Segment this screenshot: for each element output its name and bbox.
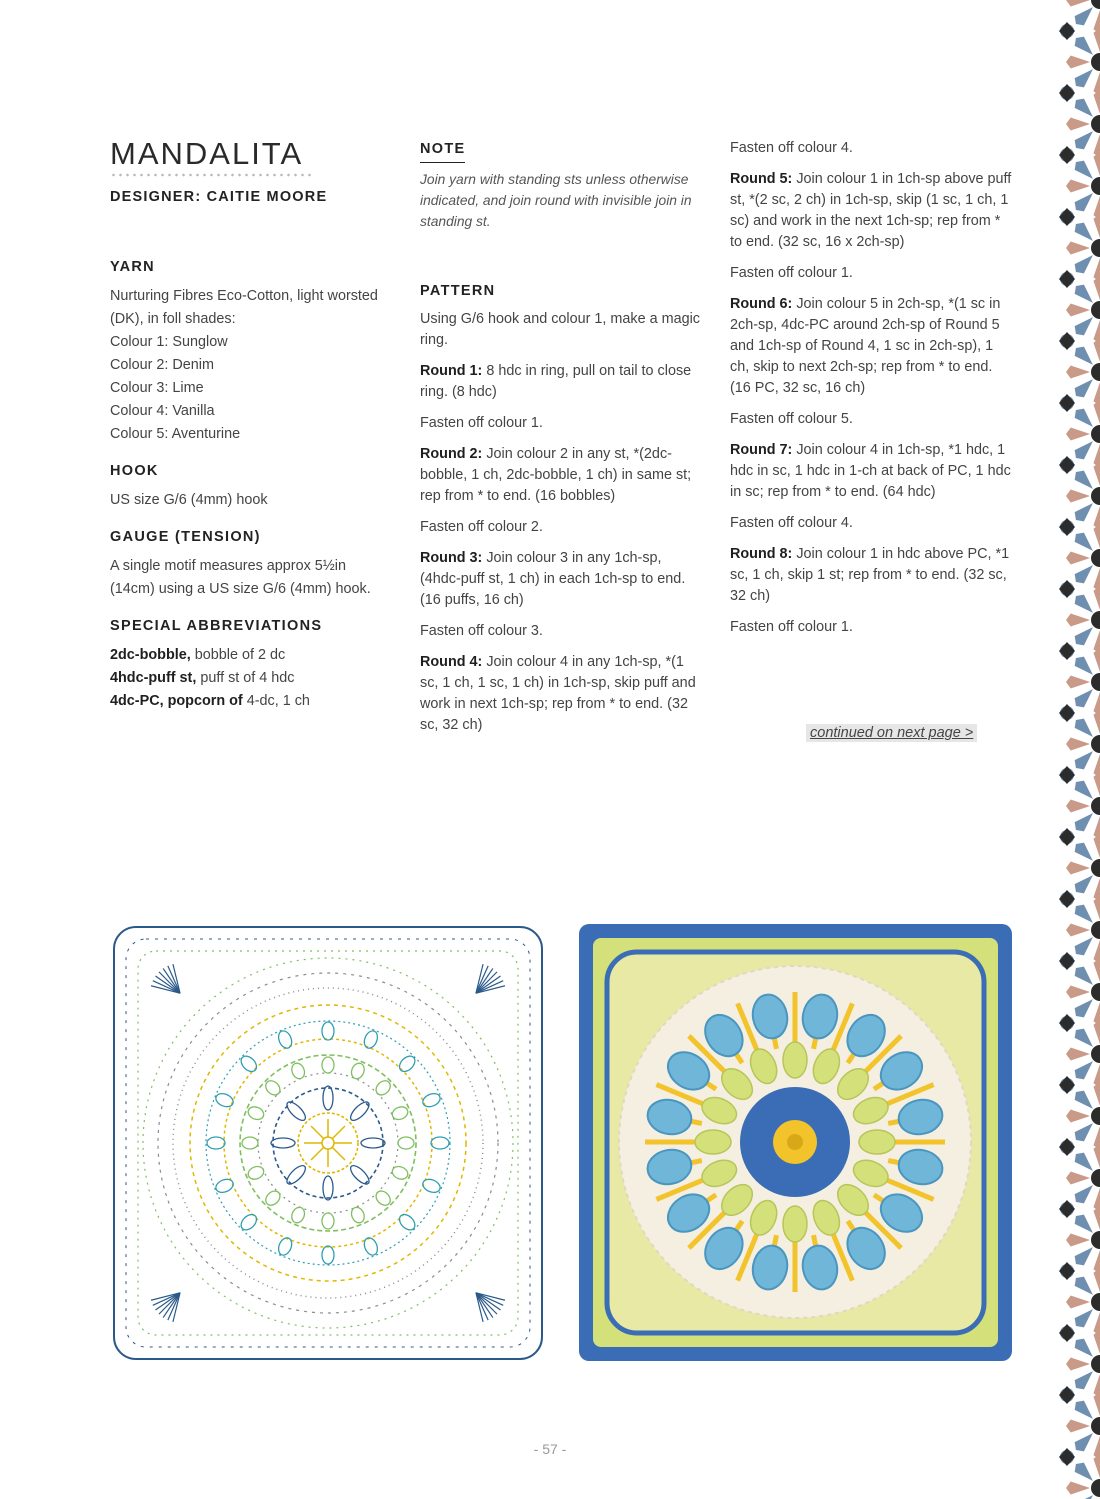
abbreviations-heading: SPECIAL ABBREVIATIONS [110,618,323,634]
tile-center [1091,239,1100,257]
tile-petal [1075,1309,1093,1327]
chart-center-stitch [332,1126,345,1139]
tile-petal [1093,958,1100,982]
chart-stitch-symbol [290,1205,307,1224]
tile-petal [1093,338,1100,362]
chart-stitch-symbol [322,1057,334,1073]
round-text: Join colour 4 in 1ch-sp, *1 hdc, 1 hdc in sc, 1 hdc in 1-ch at back of PC, 1 hdc in sc; rep from * to end. (64 hdc) [730,442,1011,500]
yarn-colour: Colour 5: Aventurine [110,426,241,442]
tile-petal [1075,1091,1093,1109]
chart-round-ring [258,1073,398,1213]
round-text: Fasten off colour 5. [730,411,853,427]
chart-stitch-symbol [214,1177,235,1195]
tile-petal [1075,627,1093,645]
tile-petal [1066,1233,1090,1246]
round-text: Join colour 3 in any 1ch-sp, (4hdc-puff st, 1 ch) in each 1ch-sp to end. (16 puffs, 16 ch) [420,550,686,608]
yarn-colour-list [110,331,390,446]
pattern-column-1 [420,138,705,746]
pattern-instruction [730,617,1015,638]
abbreviation-term: 2dc-bobble, [110,647,191,663]
chart-round-ring [240,1055,416,1231]
title-dotted-rule [110,173,315,177]
abbreviation-item [110,667,390,690]
round-text: Join colour 1 in 1ch-sp above puff st, *(2 sc, 2 ch) in 1ch-sp, skip (1 sc, 1 ch, 1 sc) and work in the next 1ch-sp; rep from * to end. (32 sc, 16 x 2ch-sp) [730,171,1012,250]
tile-star [1059,642,1075,660]
hook-text: US size G/6 (4mm) hook [110,492,268,508]
chart-stitch-symbol [322,1246,334,1264]
tile-center [1091,735,1100,753]
yarn-description: Nurturing Fibres Eco-Cotton, light worsted (DK), in foll shades: [110,288,378,327]
chart-stitch-symbol [323,1176,333,1200]
note-heading: NOTE [420,138,465,163]
round-text: Fasten off colour 4. [730,515,853,531]
chart-stitch-symbol [398,1137,414,1149]
tile-petal [1066,1481,1090,1494]
tile-petal [1075,999,1093,1017]
hook-section [110,460,390,512]
tile-petal [1066,303,1090,316]
tile-petal [1093,710,1100,734]
tile-petal [1075,1153,1093,1171]
tile-petal [1075,1339,1093,1357]
tile-star [1059,1076,1075,1094]
chart-stitch-symbol [271,1138,295,1148]
tile-petal [1066,799,1090,812]
tile-petal [1075,1061,1093,1079]
tile-petal [1075,1463,1093,1481]
tile-petal [1093,1206,1100,1230]
tile-star [1059,146,1075,164]
note-text: Join yarn with standing sts unless otherwise indicated, and join round with invisible join in standing st. [420,172,692,229]
chart-stitch-symbol [421,1177,442,1195]
tile-petal [1075,193,1093,211]
tile-star [1059,580,1075,598]
tile-center [1091,983,1100,1001]
pattern-round [730,440,1015,503]
tile-center [1091,1045,1100,1063]
round-text: Fasten off colour 1. [730,619,853,635]
chart-stitch-symbol [348,1099,372,1123]
tile-star [1059,22,1075,40]
tile-petal [1075,131,1093,149]
tile-star [1059,1386,1075,1404]
tile-petal [1075,781,1093,799]
tile-petal [1075,1185,1093,1203]
tile-center [1091,115,1100,133]
tile-star [1059,456,1075,474]
chart-stitch-symbol [361,1138,385,1148]
tile-petal [1093,400,1100,424]
continued-link[interactable]: continued on next page > [806,724,977,742]
tile-petal [1075,1123,1093,1141]
tile-petal [1066,0,1090,7]
tile-star [1059,1324,1075,1342]
chart-stitch-symbol [238,1053,259,1074]
tile-center [1091,425,1100,443]
abbreviation-definition: bobble of 2 dc [190,647,286,663]
tile-petal [1075,689,1093,707]
tile-center [1091,1417,1100,1435]
finished-motif-photo [577,922,1014,1363]
abbreviation-definition: puff st of 4 hdc [196,670,295,686]
chart-stitch-symbol [421,1091,442,1109]
chart-stitch-symbol [322,1022,334,1040]
tile-center [1091,1355,1100,1373]
tile-star [1059,208,1075,226]
abbreviation-item [110,690,390,713]
pattern-instruction [730,513,1015,534]
yarn-colour: Colour 4: Vanilla [110,403,215,419]
tile-petal [1066,1357,1090,1370]
yarn-colour: Colour 1: Sunglow [110,334,228,350]
tile-petal [1075,347,1093,365]
tile-star [1059,332,1075,350]
tile-petal [1075,317,1093,335]
round-text: Join colour 1 in hdc above PC, *1 sc, 1 ch, skip 1 st; rep from * to end. (32 sc, 32 ch) [730,546,1010,604]
round-label: Round 2: [420,446,483,462]
chart-stitch-symbol [214,1091,235,1109]
tile-petal [1093,276,1100,300]
round-text: Join colour 4 in any 1ch-sp, *(1 sc, 1 ch, 1 sc, 1 ch) in 1ch-sp, skip puff and work in next 1ch-sp; rep from * to end. (32 sc, 32 ch) [420,654,696,733]
tile-petal [1066,675,1090,688]
tile-petal [1075,905,1093,923]
tile-center [1091,1293,1100,1311]
round-text: Fasten off colour 1. [420,415,543,431]
chart-border-stitches [126,939,530,1347]
pattern-instruction [420,517,705,538]
chart-stitch-symbol [349,1061,366,1080]
chart-round-ring [158,973,498,1313]
pattern-column-2 [730,138,1015,648]
pattern-steps [730,138,1015,638]
tile-petal [1093,772,1100,796]
tile-petal [1093,90,1100,114]
chart-center-stitch [311,1126,324,1139]
chart-stitch-symbol [290,1061,307,1080]
chart-round-ring [173,988,483,1298]
tile-center [1091,921,1100,939]
gauge-text: A single motif measures approx 5½in (14cm) using a US size G/6 (4mm) hook. [110,558,371,597]
tile-petal [1075,285,1093,303]
tile-petal [1075,657,1093,675]
round-label: Round 1: [420,363,483,379]
chart-stitch-symbol [276,1029,294,1050]
tile-petal [1075,255,1093,273]
pattern-round [730,294,1015,399]
tile-petal [1075,565,1093,583]
pattern-instruction [730,263,1015,284]
tile-petal [1075,751,1093,769]
round-text: Fasten off colour 1. [730,265,853,281]
tile-petal [1066,489,1090,502]
tile-center [1091,1169,1100,1187]
yarn-colour: Colour 3: Lime [110,380,204,396]
tile-star [1059,394,1075,412]
tile-petal [1093,214,1100,238]
tile-center [1091,1231,1100,1249]
tile-center [1091,1107,1100,1125]
yarn-heading: YARN [110,259,155,275]
tile-petal [1075,533,1093,551]
pattern-round [420,444,705,507]
yarn-colour: Colour 2: Denim [110,357,214,373]
tile-petal [1075,7,1093,25]
pattern-intro: Using G/6 hook and colour 1, make a magic ring. [420,311,700,348]
motif-center-ring [787,1134,803,1150]
tile-center [1091,797,1100,815]
tile-petal [1075,1277,1093,1295]
tile-center [1091,177,1100,195]
pattern-instruction [420,621,705,642]
tile-petal [1075,937,1093,955]
tile-petal [1066,179,1090,192]
chart-stitch-symbol [246,1105,265,1122]
designer-credit: DESIGNER: CAITIE MOORE [110,189,328,205]
tile-star [1059,1138,1075,1156]
chart-stitch-symbol [238,1212,259,1233]
tile-petal [1075,161,1093,179]
round-label: Round 7: [730,442,793,458]
tile-center [1091,1479,1100,1497]
round-label: Round 4: [420,654,483,670]
tile-petal [1075,37,1093,55]
tile-star [1059,1262,1075,1280]
round-text: Join colour 2 in any st, *(2dc-bobble, 1 ch, 2dc-bobble, 1 ch) in same st; rep from * to end. (16 bobbles) [420,446,692,504]
tile-petal [1075,813,1093,831]
motif-puff [783,1206,807,1242]
tile-petal [1093,1082,1100,1106]
tile-petal [1093,648,1100,672]
chart-round-ring [273,1088,383,1198]
chart-magic-ring [322,1137,334,1149]
abbreviation-term: 4dc-PC, popcorn of [110,693,243,709]
tile-center [1091,363,1100,381]
pattern-instruction [730,409,1015,430]
tile-star [1059,704,1075,722]
tile-petal [1075,1401,1093,1419]
pattern-title: MANDALITA [110,136,304,171]
abbreviation-item [110,644,390,667]
crochet-chart-diagram [106,919,550,1367]
pattern-heading: PATTERN [420,283,496,299]
gauge-heading: GAUGE (TENSION) [110,529,261,545]
pattern-round [420,361,705,403]
tile-petal [1066,241,1090,254]
round-label: Round 3: [420,550,483,566]
gauge-section [110,526,390,601]
pattern-steps [420,361,705,736]
motif-puff [695,1130,731,1154]
tile-petal [1066,365,1090,378]
motif-puff [783,1042,807,1078]
tile-center [1091,301,1100,319]
tile-center [1091,487,1100,505]
tile-petal [1066,737,1090,750]
tile-petal [1075,409,1093,427]
chart-stitch-symbol [362,1236,380,1257]
tile-petal [1066,1295,1090,1308]
tile-petal [1075,1371,1093,1389]
chart-stitch-symbol [246,1164,265,1181]
tile-star [1059,1200,1075,1218]
pattern-round [730,169,1015,253]
materials-column [110,256,390,713]
tile-petal [1093,586,1100,610]
tile-petal [1075,1215,1093,1233]
tile-petal [1093,1392,1100,1416]
tile-petal [1075,223,1093,241]
abbreviation-definition: 4-dc, 1 ch [242,693,310,709]
chart-center-stitch [332,1147,345,1160]
tile-star [1059,84,1075,102]
tile-petal [1066,613,1090,626]
pattern-round [420,548,705,611]
chart-round-ring [143,958,513,1328]
chart-stitch-symbol [207,1137,225,1149]
tile-center [1091,549,1100,567]
round-text: Fasten off colour 2. [420,519,543,535]
tile-petal [1066,1109,1090,1122]
tile-petal [1075,99,1093,117]
tile-star [1059,518,1075,536]
tile-petal [1066,1419,1090,1432]
chart-stitch-symbol [263,1188,283,1208]
tile-petal [1075,875,1093,893]
chart-stitch-symbol [284,1099,308,1123]
tile-center [1091,673,1100,691]
tile-petal [1093,1330,1100,1354]
tile-petal [1075,595,1093,613]
pattern-round [730,544,1015,607]
round-label: Round 6: [730,296,793,312]
tile-petal [1093,1020,1100,1044]
page-number: - 57 - [533,1441,567,1457]
tile-petal [1075,503,1093,521]
tile-petal [1066,117,1090,130]
chart-stitch-symbol [431,1137,449,1149]
pattern-instruction [420,413,705,434]
tile-petal [1093,834,1100,858]
tile-star [1059,828,1075,846]
tile-petal [1066,55,1090,68]
tile-petal [1066,861,1090,874]
tile-petal [1075,1247,1093,1265]
tile-petal [1093,896,1100,920]
round-text: Fasten off colour 4. [730,140,853,156]
chart-green-border [138,951,518,1335]
chart-stitch-symbol [323,1086,333,1110]
round-label: Round 5: [730,171,793,187]
tile-petal [1075,379,1093,397]
tile-star [1059,890,1075,908]
round-label: Round 8: [730,546,793,562]
tile-petal [1075,719,1093,737]
tile-petal [1075,69,1093,87]
abbreviation-term: 4hdc-puff st, [110,670,197,686]
decorative-tile-border [1045,0,1100,1499]
chart-stitch-symbol [284,1163,308,1187]
tile-center [1091,53,1100,71]
tile-petal [1093,28,1100,52]
chart-stitch-symbol [276,1236,294,1257]
motif-puff [859,1130,895,1154]
tile-petal [1066,1047,1090,1060]
tile-petal [1093,1454,1100,1478]
pattern-instruction [730,138,1015,159]
tile-petal [1093,462,1100,486]
abbreviations-section [110,615,390,713]
tile-star [1059,766,1075,784]
tile-star [1059,270,1075,288]
chart-stitch-symbol [242,1137,258,1149]
round-text: Fasten off colour 3. [420,623,543,639]
tile-petal [1066,427,1090,440]
chart-stitch-symbol [322,1213,334,1229]
tile-petal [1075,471,1093,489]
tile-center [1091,611,1100,629]
tile-petal [1093,524,1100,548]
tile-petal [1066,985,1090,998]
round-text: 8 hdc in ring, pull on tail to close ring. (8 hdc) [420,363,692,400]
tile-petal [1093,1268,1100,1292]
tile-petal [1075,967,1093,985]
pattern-round [420,652,705,736]
chart-stitch-symbol [362,1029,380,1050]
tile-petal [1075,441,1093,459]
tile-petal [1066,551,1090,564]
chart-stitch-symbol [373,1188,393,1208]
tile-petal [1093,1144,1100,1168]
tile-petal [1066,923,1090,936]
chart-stitch-symbol [348,1163,372,1187]
tile-petal [1093,152,1100,176]
tile-petal [1075,1495,1093,1499]
hook-heading: HOOK [110,463,159,479]
tile-petal [1066,1171,1090,1184]
tile-star [1059,1014,1075,1032]
chart-round-ring [190,1005,466,1281]
tile-star [1059,952,1075,970]
tile-petal [1075,1029,1093,1047]
chart-center-stitch [311,1147,324,1160]
tile-petal [1075,843,1093,861]
tile-center [1091,859,1100,877]
round-text: Join colour 5 in 2ch-sp, *(1 sc in 2ch-sp, 4dc-PC around 2ch-sp of Round 5 and 1ch-sp of Round 4, 1 sc in 2ch-sp), 1 ch, skip to next 2ch-sp; rep from * to end. (16 PC, 32 sc, 16 ch) [730,296,1001,396]
